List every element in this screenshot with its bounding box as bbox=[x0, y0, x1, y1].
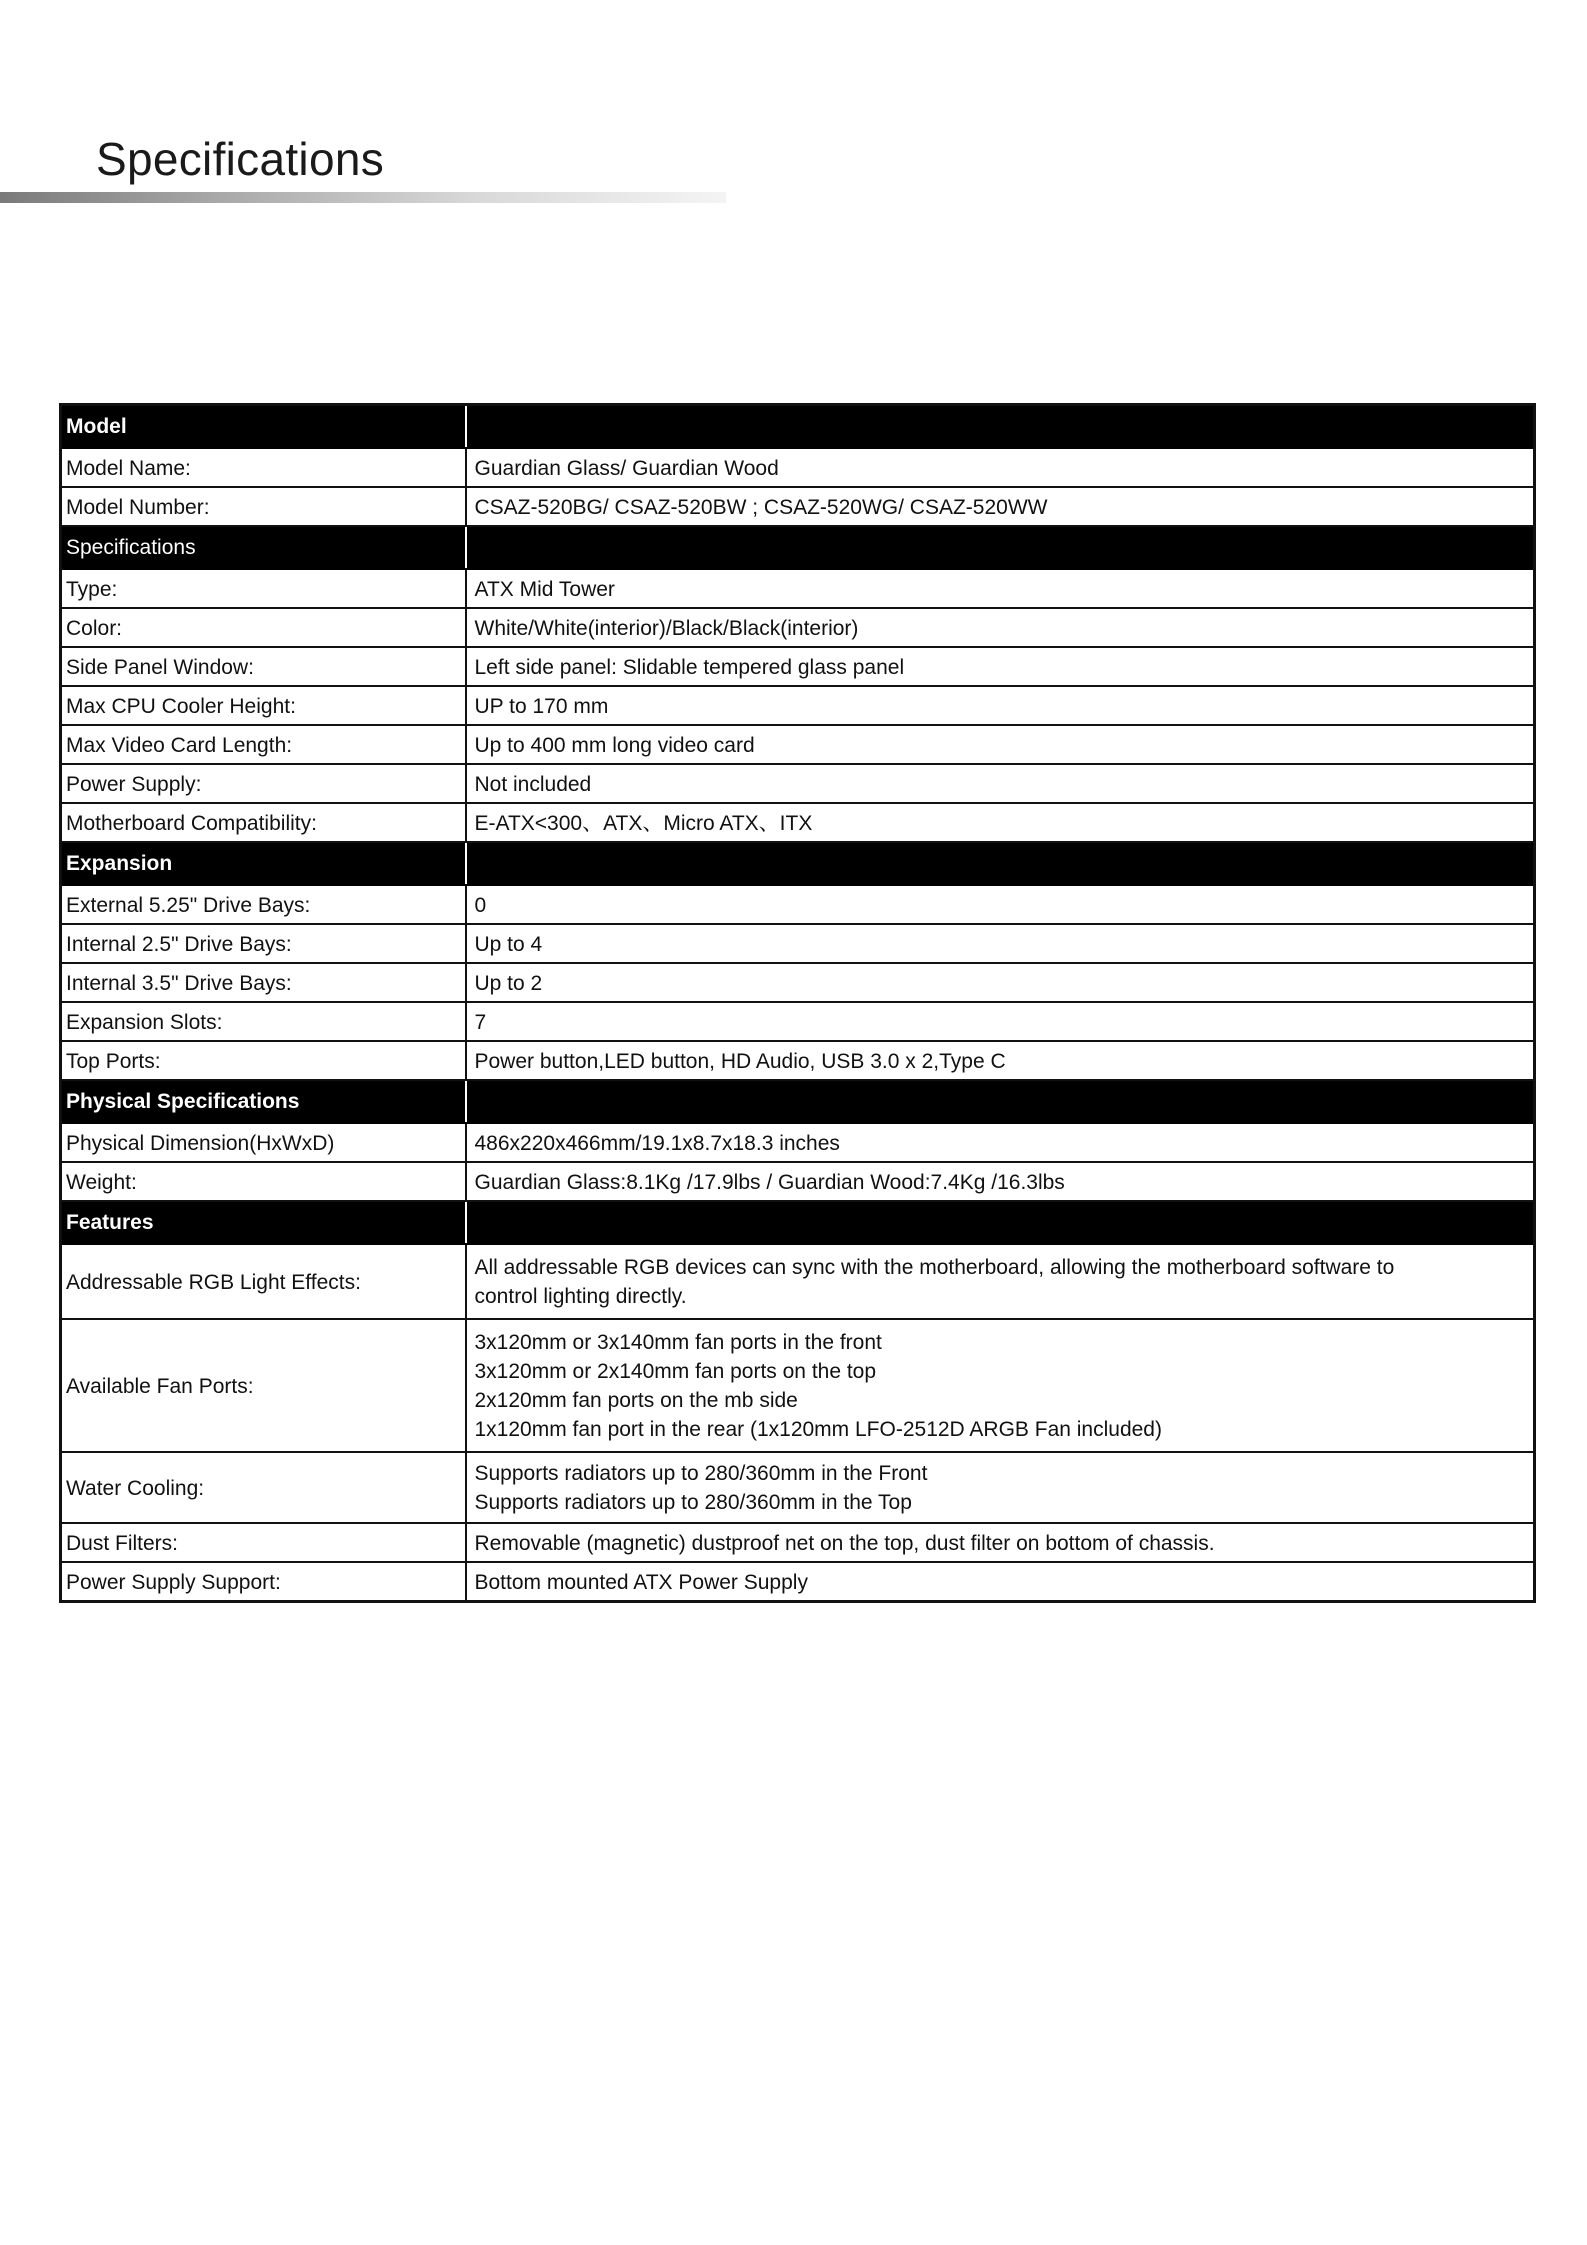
spec-label: Color: bbox=[61, 608, 466, 647]
table-row bbox=[61, 608, 1535, 647]
spec-value: CSAZ-520BG/ CSAZ-520BW ; CSAZ-520WG/ CSAZ-520WW bbox=[466, 487, 1535, 526]
title-underline-rule bbox=[0, 192, 726, 203]
spec-label: Internal 3.5" Drive Bays: bbox=[61, 963, 466, 1002]
section-heading: Specifications bbox=[61, 526, 466, 569]
spec-value: Up to 4 bbox=[466, 924, 1535, 963]
section-heading: Expansion bbox=[61, 842, 466, 885]
table-row bbox=[61, 1319, 1535, 1452]
specifications-table bbox=[59, 403, 1536, 1603]
table-row bbox=[61, 448, 1535, 487]
spec-value: 486x220x466mm/19.1x8.7x18.3 inches bbox=[466, 1123, 1535, 1162]
page-title: Specifications bbox=[96, 133, 385, 185]
spec-label: Water Cooling: bbox=[61, 1452, 466, 1523]
spec-value: UP to 170 mm bbox=[466, 686, 1535, 725]
section-heading: Features bbox=[61, 1201, 466, 1244]
spec-value: White/White(interior)/Black/Black(interior) bbox=[466, 608, 1535, 647]
spec-value: Power button,LED button, HD Audio, USB 3.0 x 2,Type C bbox=[466, 1041, 1535, 1080]
spec-label: Internal 2.5" Drive Bays: bbox=[61, 924, 466, 963]
spec-value: All addressable RGB devices can sync with the motherboard, allowing the motherboard software to control lighting directly. bbox=[466, 1244, 1535, 1319]
spec-label: Motherboard Compatibility: bbox=[61, 803, 466, 842]
table-row bbox=[61, 1523, 1535, 1562]
section-header-specifications bbox=[61, 526, 1535, 569]
spec-label: Expansion Slots: bbox=[61, 1002, 466, 1041]
spec-value: Guardian Glass/ Guardian Wood bbox=[466, 448, 1535, 487]
spec-label: Available Fan Ports: bbox=[61, 1319, 466, 1452]
spec-value: Removable (magnetic) dustproof net on the top, dust filter on bottom of chassis. bbox=[466, 1523, 1535, 1562]
section-header-model bbox=[61, 405, 1535, 449]
spec-value: 0 bbox=[466, 885, 1535, 924]
table-row bbox=[61, 764, 1535, 803]
spec-value: Guardian Glass:8.1Kg /17.9lbs / Guardian Wood:7.4Kg /16.3lbs bbox=[466, 1162, 1535, 1201]
spec-label: Side Panel Window: bbox=[61, 647, 466, 686]
section-header-expansion bbox=[61, 842, 1535, 885]
spec-value: 7 bbox=[466, 1002, 1535, 1041]
spec-value: ATX Mid Tower bbox=[466, 569, 1535, 608]
spec-label: Max Video Card Length: bbox=[61, 725, 466, 764]
spec-label: Power Supply: bbox=[61, 764, 466, 803]
spec-value: Up to 400 mm long video card bbox=[466, 725, 1535, 764]
table-row bbox=[61, 1162, 1535, 1201]
section-heading: Physical Specifications bbox=[61, 1080, 466, 1123]
table-row bbox=[61, 1041, 1535, 1080]
spec-value: E-ATX<300、ATX、Micro ATX、ITX bbox=[466, 803, 1535, 842]
table-row bbox=[61, 1002, 1535, 1041]
spec-label: Weight: bbox=[61, 1162, 466, 1201]
spec-value: Bottom mounted ATX Power Supply bbox=[466, 1562, 1535, 1602]
spec-label: External 5.25" Drive Bays: bbox=[61, 885, 466, 924]
spec-label: Dust Filters: bbox=[61, 1523, 466, 1562]
table-row bbox=[61, 487, 1535, 526]
table-row bbox=[61, 725, 1535, 764]
spec-label: Type: bbox=[61, 569, 466, 608]
table-row bbox=[61, 569, 1535, 608]
table-row bbox=[61, 1452, 1535, 1523]
table-row bbox=[61, 963, 1535, 1002]
spec-value: Up to 2 bbox=[466, 963, 1535, 1002]
spec-value: Supports radiators up to 280/360mm in the Front Supports radiators up to 280/360mm in the Top bbox=[466, 1452, 1535, 1523]
table-row bbox=[61, 803, 1535, 842]
spec-label: Max CPU Cooler Height: bbox=[61, 686, 466, 725]
section-header-features bbox=[61, 1201, 1535, 1244]
table-row bbox=[61, 686, 1535, 725]
spec-value: Not included bbox=[466, 764, 1535, 803]
spec-label: Model Name: bbox=[61, 448, 466, 487]
table-row bbox=[61, 885, 1535, 924]
section-header-physical-specifications bbox=[61, 1080, 1535, 1123]
table-row bbox=[61, 647, 1535, 686]
table-row bbox=[61, 1244, 1535, 1319]
section-heading: Model bbox=[61, 405, 466, 449]
spec-label: Power Supply Support: bbox=[61, 1562, 466, 1602]
spec-label: Addressable RGB Light Effects: bbox=[61, 1244, 466, 1319]
spec-value: 3x120mm or 3x140mm fan ports in the front 3x120mm or 2x140mm fan ports on the top 2x120mm fan ports on the mb side 1x120mm fan port in the rear (1x120mm LFO-2512D ARGB Fan included) bbox=[466, 1319, 1535, 1452]
spec-label: Physical Dimension(HxWxD) bbox=[61, 1123, 466, 1162]
spec-value: Left side panel: Slidable tempered glass panel bbox=[466, 647, 1535, 686]
spec-label: Model Number: bbox=[61, 487, 466, 526]
table-row bbox=[61, 1123, 1535, 1162]
table-row bbox=[61, 1562, 1535, 1602]
table-row bbox=[61, 924, 1535, 963]
spec-label: Top Ports: bbox=[61, 1041, 466, 1080]
